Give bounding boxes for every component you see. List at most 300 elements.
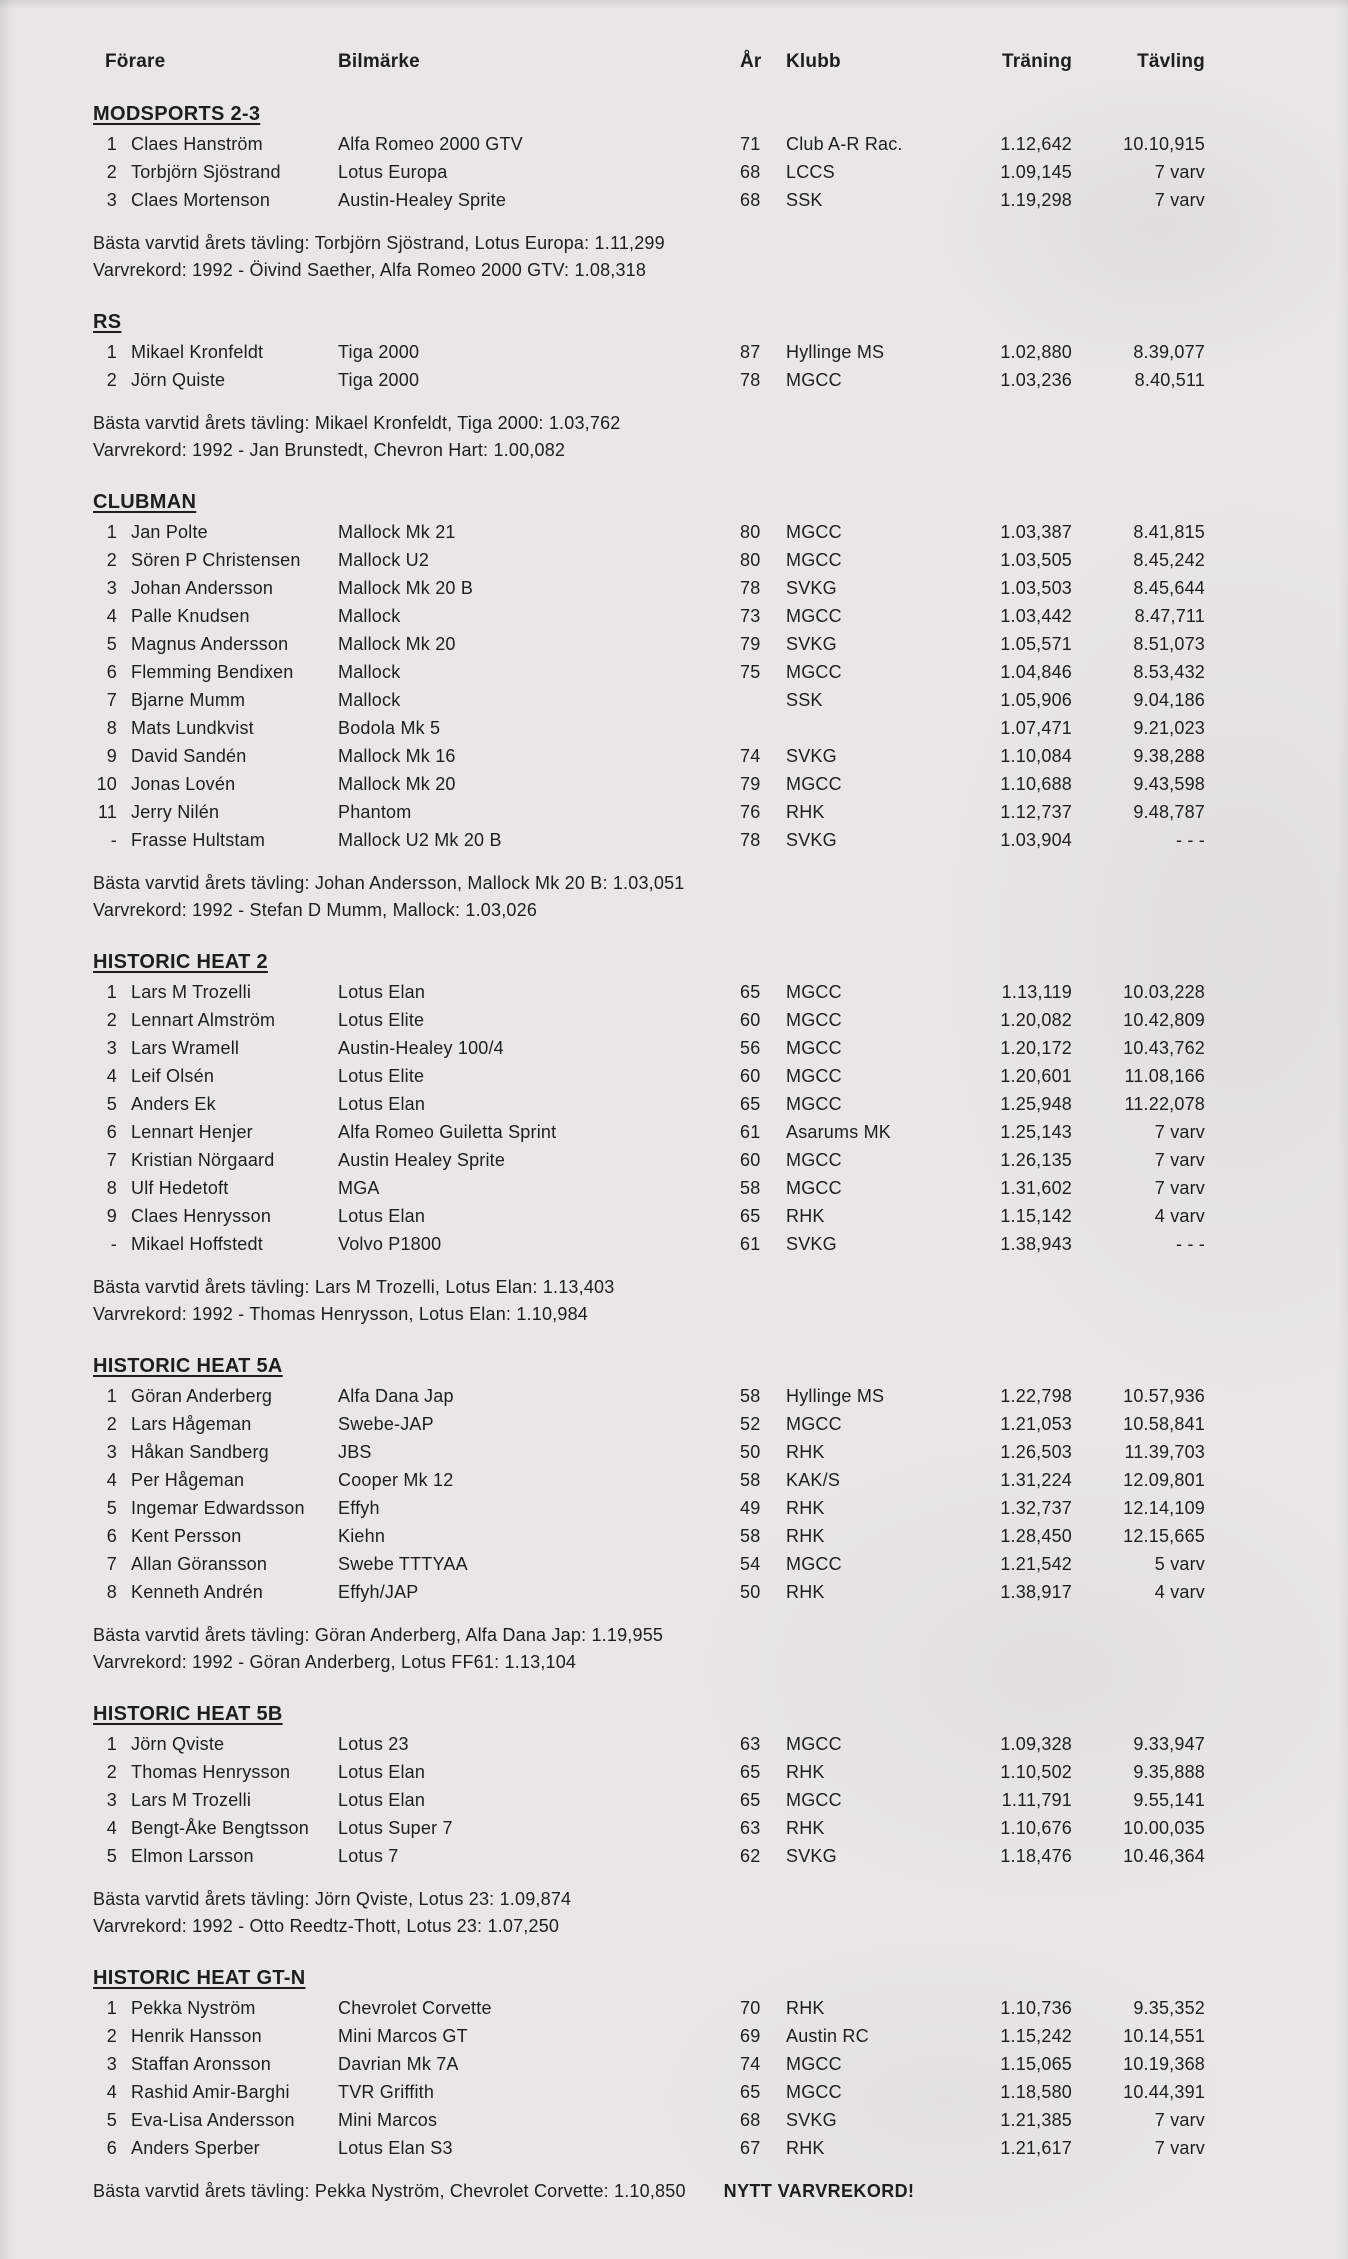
year-cell: 76	[740, 802, 761, 822]
result-row	[93, 1174, 1308, 1202]
race-result-cell: 12.14,109	[1123, 1498, 1205, 1518]
training-time-cell: 1.26,135	[1000, 1150, 1072, 1170]
year-cell: 65	[740, 982, 761, 1002]
year-cell: 63	[740, 1818, 761, 1838]
race-result-cell: 9.04,186	[1133, 690, 1205, 710]
lap-record-note	[93, 257, 1308, 284]
position-cell: 11	[97, 802, 117, 822]
training-time-cell: 1.31,602	[1000, 1178, 1072, 1198]
car-cell: Lotus Elite	[338, 1010, 425, 1030]
result-row	[93, 1814, 1308, 1842]
lap-record-text: Varvrekord: 1992 - Göran Anderberg, Lotus FF61: 1.13,104	[93, 1652, 577, 1672]
position-cell: 7	[106, 690, 117, 710]
training-time-cell: 1.26,503	[1000, 1442, 1072, 1462]
race-result-cell: 10.57,936	[1123, 1386, 1205, 1406]
year-cell: 68	[740, 190, 761, 210]
club-cell: MGCC	[786, 1010, 842, 1030]
position-cell: 6	[106, 662, 117, 682]
race-result-cell: - - -	[1176, 830, 1205, 850]
position-cell: 2	[106, 2026, 117, 2046]
car-cell: Mallock Mk 20 B	[338, 578, 474, 598]
result-row	[93, 602, 1308, 630]
club-cell: MGCC	[786, 1554, 842, 1574]
year-cell: 60	[740, 1010, 761, 1030]
club-cell: MGCC	[786, 1790, 842, 1810]
training-time-cell: 1.05,571	[1000, 634, 1072, 654]
race-result-cell: 10.14,551	[1123, 2026, 1205, 2046]
training-time-cell: 1.03,442	[1000, 606, 1072, 626]
year-cell: 65	[740, 1094, 761, 1114]
position-cell: 1	[106, 982, 117, 1002]
year-cell: 52	[740, 1414, 761, 1434]
position-cell: 9	[106, 1206, 117, 1226]
section-title: HISTORIC HEAT 2	[93, 951, 268, 973]
race-result-cell: 8.53,432	[1133, 662, 1205, 682]
car-cell: Kiehn	[338, 1526, 386, 1546]
training-time-cell: 1.20,082	[1000, 1010, 1072, 1030]
club-cell: MGCC	[786, 662, 842, 682]
race-result-cell: 4 varv	[1154, 1582, 1205, 1602]
driver-cell: Jörn Quiste	[131, 370, 226, 390]
driver-cell: Lars M Trozelli	[131, 1790, 252, 1810]
position-cell: 6	[106, 1526, 117, 1546]
year-cell: 50	[740, 1442, 761, 1462]
club-cell: SVKG	[786, 634, 837, 654]
training-time-cell: 1.02,880	[1000, 342, 1072, 362]
column-header-klubb: Klubb	[786, 51, 841, 72]
race-result-cell: 9.35,888	[1133, 1762, 1205, 1782]
car-cell: Effyh/JAP	[338, 1582, 419, 1602]
training-time-cell: 1.09,328	[1000, 1734, 1072, 1754]
driver-cell: Jonas Lovén	[131, 774, 236, 794]
training-time-cell: 1.21,385	[1000, 2110, 1072, 2130]
position-cell: 1	[106, 134, 117, 154]
section-rows	[93, 1994, 1308, 2162]
result-section	[93, 1352, 1308, 1676]
year-cell: 78	[740, 830, 761, 850]
club-cell: MGCC	[786, 1094, 842, 1114]
position-cell: 3	[106, 1442, 117, 1462]
year-cell: 75	[740, 662, 761, 682]
club-cell: Club A-R Rac.	[786, 134, 903, 154]
training-time-cell: 1.31,224	[1000, 1470, 1072, 1490]
driver-cell: Göran Anderberg	[131, 1386, 273, 1406]
best-lap-text: Bästa varvtid årets tävling: Göran Anderberg, Alfa Dana Jap: 1.19,955	[93, 1625, 664, 1645]
position-cell: -	[110, 1234, 117, 1254]
training-time-cell: 1.28,450	[1000, 1526, 1072, 1546]
driver-cell: Claes Mortenson	[131, 190, 271, 210]
club-cell: MGCC	[786, 606, 842, 626]
club-cell: MGCC	[786, 1178, 842, 1198]
training-time-cell: 1.20,172	[1000, 1038, 1072, 1058]
result-row	[93, 2106, 1308, 2134]
section-title: RS	[93, 311, 122, 333]
driver-cell: Mikael Hoffstedt	[131, 1234, 263, 1254]
best-lap-note	[93, 1622, 1308, 1649]
race-result-cell: 10.58,841	[1123, 1414, 1205, 1434]
training-time-cell: 1.03,505	[1000, 550, 1072, 570]
driver-cell: Mikael Kronfeldt	[131, 342, 264, 362]
position-cell: 4	[106, 2082, 117, 2102]
result-row	[93, 1494, 1308, 1522]
result-row	[93, 1382, 1308, 1410]
race-result-cell: 11.08,166	[1124, 1066, 1205, 1086]
training-time-cell: 1.38,943	[1000, 1234, 1072, 1254]
car-cell: Swebe TTTYAA	[338, 1554, 468, 1574]
year-cell: 65	[740, 1762, 761, 1782]
result-row	[93, 686, 1308, 714]
club-cell: Asarums MK	[786, 1122, 892, 1142]
training-time-cell: 1.10,502	[1000, 1762, 1072, 1782]
driver-cell: Håkan Sandberg	[131, 1442, 269, 1462]
training-time-cell: 1.09,145	[1000, 162, 1072, 182]
year-cell: 61	[740, 1234, 761, 1254]
lap-record-note	[93, 437, 1308, 464]
race-result-cell: 7 varv	[1154, 2110, 1205, 2130]
best-lap-note	[93, 2178, 1308, 2205]
driver-cell: Ulf Hedetoft	[131, 1178, 229, 1198]
result-row	[93, 658, 1308, 686]
race-result-cell: 4 varv	[1154, 1206, 1205, 1226]
training-time-cell: 1.10,688	[1000, 774, 1072, 794]
result-row	[93, 630, 1308, 658]
section-notes	[93, 2178, 1308, 2205]
race-result-cell: 10.43,762	[1123, 1038, 1205, 1058]
driver-cell: Kenneth Andrén	[131, 1582, 263, 1602]
club-cell: SVKG	[786, 830, 837, 850]
club-cell: RHK	[786, 1998, 825, 2018]
result-section	[93, 948, 1308, 1328]
car-cell: MGA	[338, 1178, 380, 1198]
section-notes	[93, 1622, 1308, 1676]
club-cell: RHK	[786, 2138, 825, 2158]
training-time-cell: 1.20,601	[1000, 1066, 1072, 1086]
result-row	[93, 770, 1308, 798]
race-result-cell: 8.45,242	[1133, 550, 1205, 570]
driver-cell: Pekka Nyström	[131, 1998, 256, 2018]
lap-record-note	[93, 1913, 1308, 1940]
club-cell: RHK	[786, 802, 825, 822]
car-cell: Davrian Mk 7A	[338, 2054, 459, 2074]
race-result-cell: - - -	[1176, 1234, 1205, 1254]
year-cell: 79	[740, 774, 761, 794]
training-time-cell: 1.32,737	[1000, 1498, 1072, 1518]
club-cell: RHK	[786, 1206, 825, 1226]
driver-cell: Torbjörn Sjöstrand	[131, 162, 281, 182]
car-cell: Lotus Elan S3	[338, 2138, 453, 2158]
year-cell: 73	[740, 606, 761, 626]
driver-cell: Lars Wramell	[131, 1038, 240, 1058]
section-rows	[93, 518, 1308, 854]
race-result-cell: 7 varv	[1154, 1178, 1205, 1198]
car-cell: Lotus Elan	[338, 982, 426, 1002]
position-cell: 7	[106, 1150, 117, 1170]
driver-cell: Claes Hanström	[131, 134, 263, 154]
car-cell: Tiga 2000	[338, 342, 420, 362]
club-cell: MGCC	[786, 774, 842, 794]
race-result-cell: 9.33,947	[1133, 1734, 1205, 1754]
training-time-cell: 1.21,053	[1000, 1414, 1072, 1434]
result-row	[93, 1758, 1308, 1786]
position-cell: 2	[106, 1010, 117, 1030]
result-row	[93, 1786, 1308, 1814]
driver-cell: Kristian Nörgaard	[131, 1150, 275, 1170]
driver-cell: Bjarne Mumm	[131, 690, 246, 710]
training-time-cell: 1.03,503	[1000, 578, 1072, 598]
club-cell: MGCC	[786, 1066, 842, 1086]
result-row	[93, 2134, 1308, 2162]
result-row	[93, 742, 1308, 770]
car-cell: Mallock U2 Mk 20 B	[338, 830, 502, 850]
sections	[93, 100, 1308, 2205]
race-result-cell: 8.47,711	[1134, 606, 1205, 626]
position-cell: 1	[106, 522, 117, 542]
car-cell: Cooper Mk 12	[338, 1470, 454, 1490]
driver-cell: Jan Polte	[131, 522, 208, 542]
section-rows	[93, 1730, 1308, 1870]
training-time-cell: 1.15,242	[1000, 2026, 1072, 2046]
best-lap-note	[93, 230, 1308, 257]
section-title: HISTORIC HEAT 5A	[93, 1355, 283, 1377]
driver-cell: Thomas Henrysson	[131, 1762, 291, 1782]
car-cell: Mallock	[338, 606, 401, 626]
year-cell: 68	[740, 162, 761, 182]
training-time-cell: 1.12,737	[1000, 802, 1072, 822]
club-cell: MGCC	[786, 1734, 842, 1754]
year-cell	[740, 686, 778, 714]
car-cell: TVR Griffith	[338, 2082, 435, 2102]
driver-cell: Staffan Aronsson	[131, 2054, 271, 2074]
result-row	[93, 1438, 1308, 1466]
driver-cell: Lars M Trozelli	[131, 982, 252, 1002]
result-row	[93, 978, 1308, 1006]
driver-cell: Anders Sperber	[131, 2138, 260, 2158]
race-result-cell: 7 varv	[1154, 2138, 1205, 2158]
race-result-cell: 10.46,364	[1123, 1846, 1205, 1866]
position-cell: 7	[106, 1554, 117, 1574]
best-lap-note	[93, 870, 1308, 897]
position-cell: 6	[106, 2138, 117, 2158]
year-cell: 65	[740, 1206, 761, 1226]
race-result-cell: 9.38,288	[1133, 746, 1205, 766]
result-row	[93, 1466, 1308, 1494]
training-time-cell: 1.15,065	[1000, 2054, 1072, 2074]
best-lap-note	[93, 1886, 1308, 1913]
car-cell: Mini Marcos GT	[338, 2026, 468, 2046]
driver-cell: Eva-Lisa Andersson	[131, 2110, 295, 2130]
car-cell: Mallock Mk 16	[338, 746, 456, 766]
race-result-cell: 8.39,077	[1133, 342, 1205, 362]
year-cell: 49	[740, 1498, 761, 1518]
result-row	[93, 2022, 1308, 2050]
club-cell: SSK	[786, 690, 823, 710]
driver-cell: David Sandén	[131, 746, 247, 766]
result-row	[93, 1730, 1308, 1758]
result-section	[93, 488, 1308, 924]
driver-cell: Henrik Hansson	[131, 2026, 262, 2046]
position-cell: 2	[106, 1762, 117, 1782]
position-cell: 10	[96, 774, 117, 794]
year-cell	[740, 714, 778, 742]
driver-cell: Anders Ek	[131, 1094, 216, 1114]
best-lap-text: Bästa varvtid årets tävling: Pekka Nyström, Chevrolet Corvette: 1.10,850	[93, 2181, 686, 2201]
race-result-cell: 10.00,035	[1123, 1818, 1205, 1838]
training-time-cell: 1.21,617	[1000, 2138, 1072, 2158]
club-cell: Hyllinge MS	[786, 1386, 885, 1406]
car-cell: Austin-Healey 100/4	[338, 1038, 504, 1058]
driver-cell: Claes Henrysson	[131, 1206, 272, 1226]
position-cell: 3	[106, 578, 117, 598]
result-row	[93, 1062, 1308, 1090]
car-cell: Tiga 2000	[338, 370, 420, 390]
race-result-cell: 9.35,352	[1133, 1998, 1205, 2018]
training-time-cell: 1.10,736	[1000, 1998, 1072, 2018]
position-cell: 5	[106, 2110, 117, 2130]
result-row	[93, 1410, 1308, 1438]
driver-cell: Elmon Larsson	[131, 1846, 254, 1866]
car-cell: Mini Marcos	[338, 2110, 438, 2130]
car-cell: Mallock Mk 20	[338, 634, 456, 654]
year-cell: 54	[740, 1554, 761, 1574]
club-cell: RHK	[786, 1582, 825, 1602]
car-cell: Phantom	[338, 802, 412, 822]
best-lap-text: Bästa varvtid årets tävling: Torbjörn Sjöstrand, Lotus Europa: 1.11,299	[93, 233, 665, 253]
car-cell: Austin Healey Sprite	[338, 1150, 506, 1170]
column-header-ar: År	[740, 51, 762, 72]
race-result-cell: 8.45,644	[1133, 578, 1205, 598]
result-row	[93, 366, 1308, 394]
result-row	[93, 1146, 1308, 1174]
training-time-cell: 1.38,917	[1000, 1582, 1072, 1602]
training-time-cell: 1.03,236	[1000, 370, 1072, 390]
position-cell: 5	[106, 1846, 117, 1866]
best-lap-text: Bästa varvtid årets tävling: Mikael Kronfeldt, Tiga 2000: 1.03,762	[93, 413, 621, 433]
position-cell: 8	[106, 1178, 117, 1198]
car-cell: Alfa Romeo 2000 GTV	[338, 134, 523, 154]
result-row	[93, 1118, 1308, 1146]
lap-record-text: Varvrekord: 1992 - Öivind Saether, Alfa Romeo 2000 GTV: 1.08,318	[93, 260, 647, 280]
result-row	[93, 1230, 1308, 1258]
year-cell: 50	[740, 1582, 761, 1602]
result-row	[93, 714, 1308, 742]
year-cell: 78	[740, 578, 761, 598]
section-rows	[93, 338, 1308, 394]
result-row	[93, 1202, 1308, 1230]
position-cell: 5	[106, 634, 117, 654]
year-cell: 60	[740, 1150, 761, 1170]
result-row	[93, 574, 1308, 602]
training-time-cell: 1.25,948	[1000, 1094, 1072, 1114]
column-header-tavling: Tävling	[1137, 51, 1205, 72]
training-time-cell: 1.15,142	[1000, 1206, 1072, 1226]
lap-record-text: Varvrekord: 1992 - Thomas Henrysson, Lotus Elan: 1.10,984	[93, 1304, 589, 1324]
result-row	[93, 546, 1308, 574]
race-result-cell: 7 varv	[1154, 1122, 1205, 1142]
club-cell: RHK	[786, 1818, 825, 1838]
car-cell: Mallock Mk 21	[338, 522, 456, 542]
result-row	[93, 1994, 1308, 2022]
club-cell: SVKG	[786, 1234, 837, 1254]
year-cell: 56	[740, 1038, 761, 1058]
result-row	[93, 826, 1308, 854]
driver-cell: Per Hågeman	[131, 1470, 245, 1490]
position-cell: 8	[106, 718, 117, 738]
position-cell: 1	[106, 1734, 117, 1754]
position-cell: 3	[106, 2054, 117, 2074]
section-notes	[93, 1274, 1308, 1328]
race-result-cell: 12.15,665	[1123, 1526, 1205, 1546]
race-result-cell: 10.44,391	[1123, 2082, 1205, 2102]
position-cell: 4	[106, 606, 117, 626]
training-time-cell: 1.22,798	[1000, 1386, 1072, 1406]
section-title: CLUBMAN	[93, 491, 197, 513]
driver-cell: Magnus Andersson	[131, 634, 289, 654]
year-cell: 67	[740, 2138, 761, 2158]
year-cell: 80	[740, 550, 761, 570]
position-cell: 4	[106, 1818, 117, 1838]
result-section	[93, 308, 1308, 464]
club-cell: MGCC	[786, 982, 842, 1002]
car-cell: Lotus Super 7	[338, 1818, 453, 1838]
year-cell: 60	[740, 1066, 761, 1086]
car-cell: Swebe-JAP	[338, 1414, 434, 1434]
club-cell: MGCC	[786, 1038, 842, 1058]
training-time-cell: 1.12,642	[1000, 134, 1072, 154]
year-cell: 80	[740, 522, 761, 542]
race-result-cell: 8.41,815	[1133, 522, 1205, 542]
car-cell: Austin-Healey Sprite	[338, 190, 507, 210]
car-cell: Mallock U2	[338, 550, 430, 570]
position-cell: 9	[106, 746, 117, 766]
year-cell: 70	[740, 1998, 761, 2018]
result-section	[93, 100, 1308, 284]
club-cell: MGCC	[786, 522, 842, 542]
result-section	[93, 1964, 1308, 2205]
result-row	[93, 1578, 1308, 1606]
race-result-cell: 9.55,141	[1133, 1790, 1205, 1810]
training-time-cell: 1.13,119	[1001, 982, 1072, 1002]
section-notes	[93, 1886, 1308, 1940]
position-cell: 4	[106, 1066, 117, 1086]
training-time-cell: 1.03,387	[1000, 522, 1072, 542]
training-time-cell: 1.18,580	[1000, 2082, 1072, 2102]
year-cell: 68	[740, 2110, 761, 2130]
race-result-cell: 10.19,368	[1123, 2054, 1205, 2074]
result-row	[93, 1090, 1308, 1118]
car-cell: Mallock Mk 20	[338, 774, 456, 794]
section-rows	[93, 1382, 1308, 1606]
club-cell: LCCS	[786, 162, 835, 182]
year-cell: 74	[740, 2054, 761, 2074]
section-rows	[93, 130, 1308, 214]
race-result-cell: 12.09,801	[1123, 1470, 1205, 1490]
car-cell: Lotus 23	[338, 1734, 409, 1754]
position-cell: 1	[106, 1386, 117, 1406]
position-cell: 2	[106, 550, 117, 570]
position-cell: 3	[106, 190, 117, 210]
club-cell: MGCC	[786, 1414, 842, 1434]
column-header-forare: Förare	[105, 51, 166, 72]
driver-cell: Palle Knudsen	[131, 606, 250, 626]
year-cell: 58	[740, 1386, 761, 1406]
section-title: HISTORIC HEAT GT-N	[93, 1967, 306, 1989]
driver-cell: Mats Lundkvist	[131, 718, 254, 738]
result-section	[93, 1700, 1308, 1940]
race-result-cell: 10.10,915	[1123, 134, 1205, 154]
position-cell: 8	[106, 1582, 117, 1602]
lap-record-note	[93, 897, 1308, 924]
year-cell: 78	[740, 370, 761, 390]
